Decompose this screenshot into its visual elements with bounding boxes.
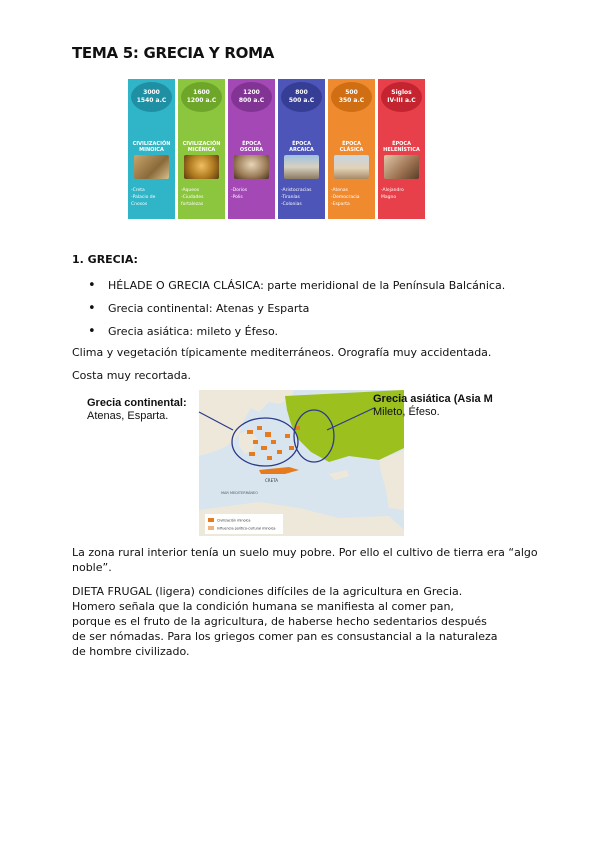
gold-mask-image — [184, 155, 219, 179]
period-item: -Dorios — [231, 188, 248, 193]
period-name-line: ÉPOCA — [392, 141, 411, 147]
text-line: porque es el fruto de la agricultura, de haberse hecho sedentarios después — [72, 615, 487, 628]
timeline-column-micenica — [178, 79, 225, 219]
timeline-column-clasica — [328, 79, 375, 219]
list-item: • HÉLADE O GRECIA CLÁSICA: parte meridional de la Península Balcánica. — [88, 274, 505, 297]
period-item: -Atenas — [331, 188, 349, 193]
date-bubble — [331, 82, 372, 112]
period-item: -Aristocracias — [281, 188, 312, 193]
paragraph-climate: Clima y vegetación típicamente mediterráneos. Orografía muy accidentada. — [72, 346, 492, 359]
paragraph-soil-line1: La zona rural interior tenía un suelo muy pobre. Por ello el cultivo de tierra era “algo — [72, 546, 538, 559]
callout-title: Grecia continental: — [87, 397, 187, 409]
period-items — [381, 187, 424, 201]
period-item: -Ciudades — [181, 195, 204, 200]
continental-greece-callout — [87, 397, 187, 423]
period-item: -Creta — [131, 188, 145, 193]
period-item: -Colonias — [281, 202, 302, 207]
timeline-column-arcaica — [278, 79, 325, 219]
period-item: -Alejandro — [381, 188, 404, 193]
text-line: Homero señala que la condición humana se manifiesta al comer pan, — [72, 600, 454, 613]
period-name-line: ÉPOCA — [292, 141, 311, 147]
period-name — [328, 141, 375, 153]
legend-label: Influencia político-cultural minoica — [217, 526, 276, 531]
date-end: 350 a.C — [338, 97, 365, 104]
mosaic-image — [384, 155, 419, 179]
date-end: 1200 a.C — [186, 97, 217, 104]
period-name-line: MICÉNICA — [187, 147, 216, 153]
period-items — [181, 187, 224, 208]
period-name — [228, 141, 275, 153]
paragraph-coast: Costa muy recortada. — [72, 369, 192, 382]
period-name — [278, 141, 325, 153]
period-name-line: CLÁSICA — [339, 147, 364, 153]
period-name-line: CIVILIZACIÓN — [182, 141, 221, 147]
asian-greece-callout — [373, 393, 493, 419]
period-item: -Palacio de — [131, 195, 156, 200]
sea-label: MAR MEDITERRÁNEO — [221, 491, 258, 495]
map-legend — [205, 514, 283, 534]
bust-image — [234, 155, 269, 179]
callout-sub: Mileto, Éfeso. — [373, 406, 440, 418]
date-start: Siglos — [391, 89, 412, 96]
period-name-line: MINOICA — [139, 147, 164, 153]
date-bubble — [381, 82, 422, 112]
period-name — [178, 141, 225, 153]
period-item: Magno — [381, 195, 397, 200]
period-name-line: CIVILIZACIÓN — [132, 141, 171, 147]
period-items — [131, 187, 174, 208]
period-item: fortalezas — [181, 202, 204, 207]
palace-image — [134, 155, 169, 179]
page-title: TEMA 5: GRECIA Y ROMA — [72, 44, 275, 62]
paragraph-soil-line2: noble”. — [72, 561, 112, 574]
date-start: 800 — [295, 89, 308, 96]
text-line: de ser nómadas. Para los griegos comer pan es consustancial a la naturaleza — [72, 630, 498, 643]
period-items — [331, 187, 374, 208]
legend-label: Civilización minoica — [217, 518, 251, 523]
period-item: Cnosos — [131, 202, 148, 207]
date-end: 1540 a.C — [136, 97, 167, 104]
date-end: 500 a.C — [288, 97, 315, 104]
landscape-image — [284, 155, 319, 179]
timeline-column-oscura — [228, 79, 275, 219]
date-bubble — [281, 82, 322, 112]
text-line: DIETA FRUGAL (ligera) condiciones difíciles de la agricultura en Grecia. — [72, 585, 463, 598]
period-item: -Tiranías — [281, 195, 300, 200]
paragraph-diet — [72, 584, 498, 659]
section-heading: 1. GRECIA: — [72, 253, 138, 266]
date-end: IV-III a.C — [387, 97, 416, 104]
date-start: 1200 — [243, 89, 260, 96]
date-bubble — [181, 82, 222, 112]
timeline-column-helenistica — [378, 79, 425, 219]
period-name — [378, 141, 425, 153]
period-name — [128, 141, 175, 153]
greece-timeline-infographic — [128, 79, 424, 219]
callout-sub: Atenas, Esparta. — [87, 410, 169, 422]
period-name-line: ARCAICA — [289, 147, 314, 153]
temple-image — [334, 155, 369, 179]
crete-label: CRETA — [265, 478, 278, 483]
period-item: -Esparta — [331, 202, 350, 207]
period-items — [231, 187, 274, 201]
list-item: • Grecia asiática: mileto y Éfeso. — [88, 320, 505, 343]
legend-swatch-influence — [208, 526, 214, 530]
date-start: 1600 — [193, 89, 210, 96]
period-name-line: HELENÍSTICA — [383, 147, 420, 153]
bullet-list — [88, 274, 505, 343]
period-item: -Aqueos — [181, 188, 200, 193]
callout-title: Grecia asiática (Asia M — [373, 393, 493, 405]
list-item: • Grecia continental: Atenas y Esparta — [88, 297, 505, 320]
date-start: 3000 — [143, 89, 160, 96]
timeline-column-minoica — [128, 79, 175, 219]
period-name-line: ÉPOCA — [242, 141, 261, 147]
date-bubble — [231, 82, 272, 112]
period-name-line: ÉPOCA — [342, 141, 361, 147]
period-name-line: OSCURA — [239, 147, 264, 153]
date-start: 500 — [345, 89, 358, 96]
text-line: de hombre civilizado. — [72, 645, 190, 658]
date-bubble — [131, 82, 172, 112]
period-item: -Polis — [231, 195, 243, 200]
period-item: -Democracia — [331, 195, 360, 200]
period-items — [281, 187, 324, 208]
date-end: 800 a.C — [238, 97, 265, 104]
legend-swatch-minoic — [208, 518, 214, 522]
